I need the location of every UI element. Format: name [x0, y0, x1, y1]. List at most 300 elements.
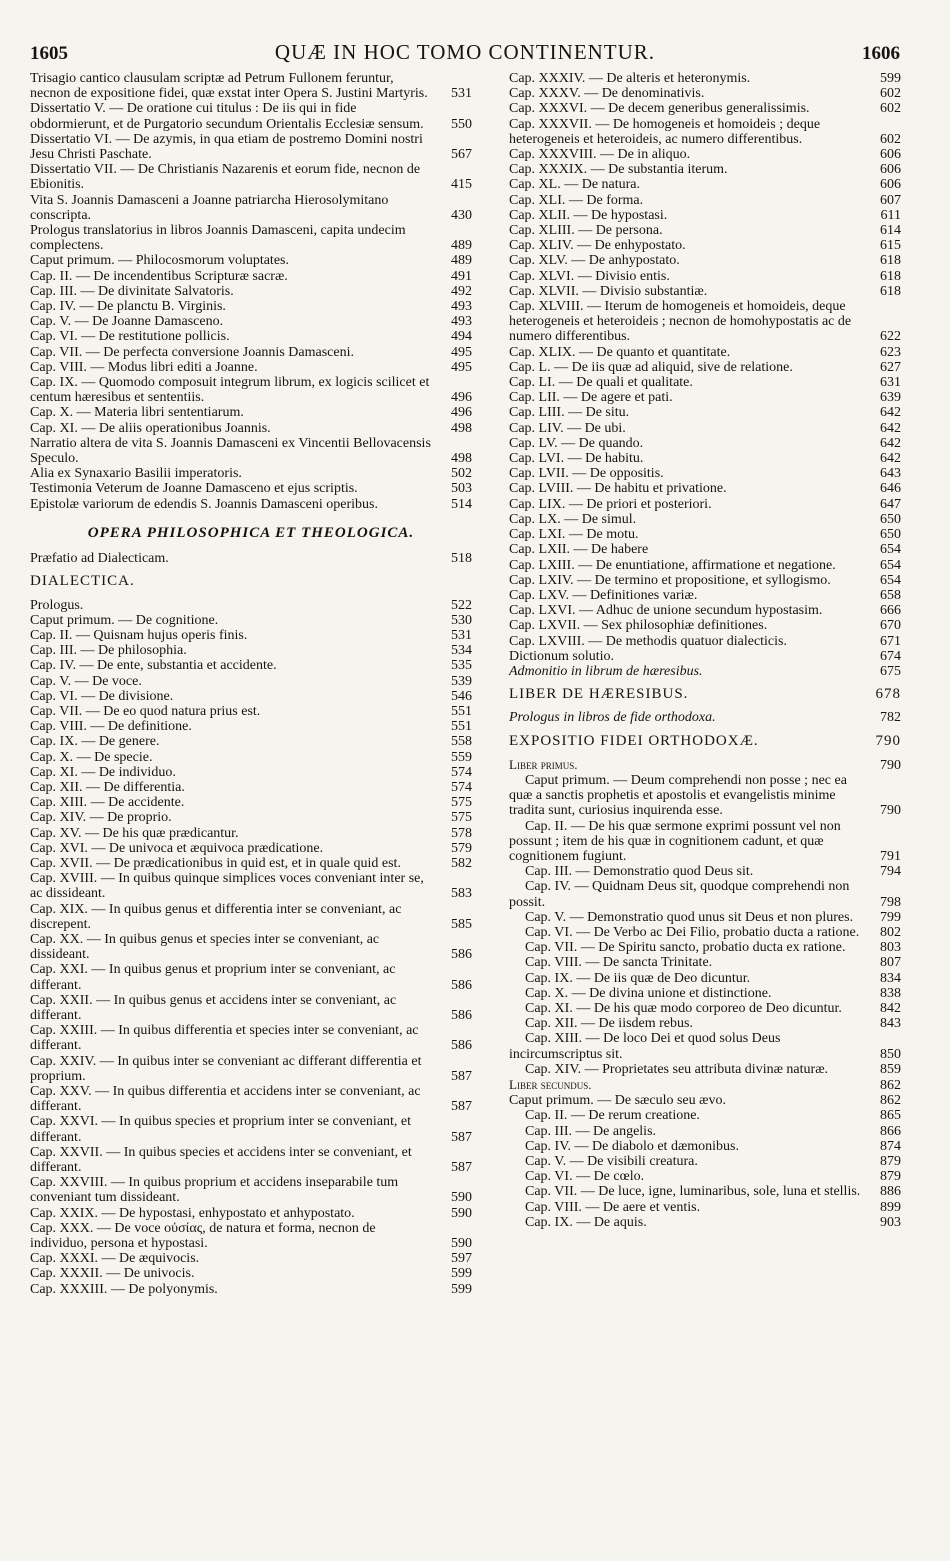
toc-entry-page: 599	[880, 71, 901, 86]
toc-entry	[30, 962, 472, 992]
toc-entry-page: 838	[880, 985, 901, 1001]
toc-entry-page: 874	[880, 1138, 901, 1154]
toc-entry-page: 587	[451, 1068, 472, 1084]
toc-entry-title: Cap. LVI. — De habitu.	[509, 451, 644, 467]
toc-entry	[509, 405, 901, 420]
toc-entry-title: Cap. XI. — De his quæ modo corporeo de Deo dicuntur.	[525, 1000, 842, 1016]
toc-entry-title: Cap. XLVII. — Divisio substantiæ.	[509, 283, 708, 299]
toc-entry-title: Cap. IX. — De aquis.	[525, 1214, 647, 1230]
toc-entry-title: Cap. III. — De divinitate Salvatoris.	[30, 283, 234, 299]
toc-entry-page: 807	[880, 955, 901, 971]
toc-entry-page: 535	[451, 658, 472, 674]
toc-entry-title: Cap. XXXVII. — De homogeneis et homoideis ; deque heterogeneis et heteroideis, ac numero differentibus.	[509, 116, 821, 147]
toc-entry-page: 495	[451, 344, 472, 360]
toc-entry-page: 850	[880, 1046, 901, 1062]
toc-entry-page: 790	[875, 732, 901, 749]
toc-entry-title: Cap. LXII. — De habere	[509, 542, 649, 558]
toc-entry-page: 639	[880, 390, 901, 406]
toc-entry-title: Cap. XLIII. — De persona.	[509, 223, 663, 239]
toc-entry-page: 622	[880, 329, 901, 345]
toc-entry	[509, 955, 901, 970]
toc-entry-title: Caput primum. — Philocosmorum voluptates.	[30, 253, 289, 269]
toc-entry-page: 602	[880, 86, 901, 102]
toc-entry-title: Cap. XXIX. — De hypostasi, enhypostato et anhypostato.	[30, 1205, 355, 1221]
toc-entry-title: Cap. LIV. — De ubi.	[509, 420, 626, 436]
toc-entry-title: Cap. LXVI. — Adhuc de unione secundum hypostasim.	[509, 603, 823, 619]
toc-entry-page: 559	[451, 749, 472, 765]
toc-entry-page: 606	[880, 162, 901, 178]
toc-entry	[509, 117, 901, 147]
toc-entry	[30, 689, 472, 704]
toc-entry	[509, 147, 901, 162]
toc-entry-title: Cap. X. — De divina unione et distinctione.	[525, 985, 772, 1001]
toc-entry	[30, 421, 472, 436]
toc-entry-page: 790	[880, 803, 901, 819]
toc-entry	[30, 526, 472, 541]
toc-entry-page: 587	[451, 1129, 472, 1145]
toc-entry	[509, 757, 901, 773]
running-title: QUÆ IN HOC TOMO CONTINENTUR.	[274, 40, 656, 64]
toc-entry	[30, 101, 472, 131]
toc-entry-title: Cap. XXXVI. — De decem generibus generalissimis.	[509, 101, 810, 117]
toc-entry-page: 574	[451, 764, 472, 780]
toc-entry	[509, 223, 901, 238]
toc-entry	[30, 299, 472, 314]
toc-entry-page: 834	[880, 970, 901, 986]
toc-entry-title: Cap. X. — Materia libri sententiarum.	[30, 405, 244, 421]
toc-entry-page: 558	[451, 734, 472, 750]
right-column	[509, 71, 901, 1230]
toc-entry-page: 586	[451, 947, 472, 963]
toc-entry	[509, 466, 901, 481]
toc-entry	[509, 649, 901, 664]
toc-entry	[30, 162, 472, 192]
toc-entry-title: Cap. XLVIII. — Iterum de homogeneis et homoideis, deque heterogeneis et heteroideis ; necnon de homohypostatis ac de numero differentibus.	[509, 299, 852, 345]
toc-entry-page: 587	[451, 1099, 472, 1115]
toc-entry	[30, 436, 472, 466]
toc-entry-page: 530	[451, 612, 472, 628]
toc-entry-title: LIBER DE HÆRESIBUS.	[509, 686, 689, 703]
toc-entry-page: 799	[880, 909, 901, 925]
toc-entry	[509, 1184, 901, 1199]
toc-entry-title: Cap. XII. — De differentia.	[30, 779, 185, 795]
toc-entry	[30, 841, 472, 856]
toc-entry	[509, 436, 901, 451]
toc-entry-title: Cap. V. — De visibili creatura.	[525, 1154, 698, 1170]
toc-entry	[30, 871, 472, 901]
toc-entry-page: 647	[880, 496, 901, 512]
toc-entry	[30, 497, 472, 512]
toc-entry-title: Cap. XVII. — De prædicationibus in quid est, et in quale quid est.	[30, 855, 401, 871]
toc-entry-page: 579	[451, 840, 472, 856]
toc-entry-page: 642	[880, 405, 901, 421]
toc-entry-page: 623	[880, 344, 901, 360]
toc-entry	[509, 734, 901, 749]
toc-entry-title: Cap. IX. — Quomodo composuit integrum librum, ex logicis scilicet et centum hæresibus et sententiis.	[30, 375, 430, 406]
toc-entry-title: Cap. LXV. — Definitiones variæ.	[509, 587, 698, 603]
toc-entry-page: 794	[880, 864, 901, 880]
toc-entry-page: 607	[880, 192, 901, 208]
toc-entry-title: Cap. LIII. — De situ.	[509, 405, 630, 421]
toc-entry-title: Cap. XXVIII. — In quibus proprium et accidens inseparabile tum conveniant tum dissideant.	[30, 1175, 399, 1206]
toc-entry	[30, 1221, 472, 1251]
toc-entry	[509, 390, 901, 405]
toc-entry	[509, 986, 901, 1001]
toc-entry	[509, 664, 901, 679]
toc-entry-title: Cap. II. — Quisnam hujus operis finis.	[30, 627, 248, 643]
toc-entry-title: Prologus.	[30, 597, 84, 613]
toc-entry	[509, 710, 901, 725]
toc-entry-title: EXPOSITIO FIDEI ORTHODOXÆ.	[509, 732, 759, 749]
toc-entry	[509, 177, 901, 192]
toc-entry	[30, 1054, 472, 1084]
toc-entry-page: 430	[451, 207, 472, 223]
toc-entry-page: 879	[880, 1154, 901, 1170]
toc-entry-page: 582	[451, 855, 472, 871]
toc-entry-page: 518	[451, 551, 472, 567]
toc-entry	[30, 1145, 472, 1175]
toc-entry	[509, 238, 901, 253]
toc-entry-title: Cap. XXXVIII. — De in aliquo.	[509, 147, 691, 163]
toc-entry-title: Cap. VIII. — De aere et ventis.	[525, 1199, 701, 1215]
toc-entry-page: 586	[451, 1007, 472, 1023]
toc-entry-title: Cap. XXX. — De voce οὐσίας, de natura et forma, necnon de individuo, persona et hypostasi.	[30, 1220, 376, 1252]
toc-entry	[509, 864, 901, 879]
toc-entry	[509, 558, 901, 573]
toc-entry-title: Cap. XVI. — De univoca et æquivoca prædicatione.	[30, 840, 324, 856]
toc-entry	[509, 375, 901, 390]
toc-entry-page: 675	[880, 663, 901, 679]
toc-entry-title: Dissertatio VI. — De azymis, in qua etiam de postremo Domini nostri Jesu Christi Paschate.	[30, 131, 423, 163]
toc-entry-page: 618	[880, 268, 901, 284]
toc-entry-title: Cap. VII. — De luce, igne, luminaribus, sole, luna et stellis.	[525, 1184, 861, 1200]
toc-entry	[30, 1266, 472, 1281]
toc-entry	[509, 284, 901, 299]
toc-entry-page: 531	[451, 86, 472, 102]
toc-entry-title: Cap. LXVII. — Sex philosophiæ definitiones.	[509, 618, 768, 634]
toc-entry	[509, 208, 901, 223]
toc-entry	[509, 1108, 901, 1123]
toc-entry	[30, 780, 472, 795]
toc-entry-page: 866	[880, 1123, 901, 1139]
toc-entry-title: Cap. V. — Demonstratio quod unus sit Deus et non plures.	[525, 909, 854, 925]
toc-entry-page: 522	[451, 597, 472, 613]
toc-entry	[30, 466, 472, 481]
toc-entry	[30, 1114, 472, 1144]
toc-entry	[509, 1215, 901, 1230]
toc-entry-page: 575	[451, 795, 472, 811]
toc-entry-title: Cap. VII. — De Spiritu sancto, probatio ducta ex ratione.	[525, 940, 846, 956]
toc-entry-title: Cap. IX. — De iis quæ de Deo dicuntur.	[525, 970, 751, 986]
toc-entry	[509, 940, 901, 955]
toc-entry-page: 587	[451, 1160, 472, 1176]
toc-entry-page: 782	[880, 710, 901, 726]
toc-entry-title: Cap. L. — De iis quæ ad aliquid, sive de relatione.	[509, 359, 793, 375]
toc-entry	[509, 101, 901, 116]
toc-entry	[509, 193, 901, 208]
toc-entry	[509, 162, 901, 177]
toc-entry-page: 899	[880, 1199, 901, 1215]
running-header	[30, 40, 900, 70]
toc-entry	[30, 643, 472, 658]
toc-entry	[509, 819, 901, 865]
toc-entry-page: 539	[451, 673, 472, 689]
toc-entry-page: 590	[451, 1190, 472, 1206]
toc-entry-title: Cap. XVIII. — In quibus quinque simplices voces conveniant inter se, ac dissideant.	[30, 871, 424, 902]
toc-entry-title: Cap. IV. — De ente, substantia et accidente.	[30, 658, 277, 674]
toc-entry-title: Cap. XLV. — De anhypostato.	[509, 253, 680, 269]
toc-entry	[509, 618, 901, 633]
toc-entry-page: 611	[880, 207, 901, 223]
toc-entry-title: Cap. V. — De Joanne Damasceno.	[30, 314, 224, 330]
toc-entry-page: 586	[451, 977, 472, 993]
toc-entry-page: 531	[451, 627, 472, 643]
toc-entry-page: 534	[451, 643, 472, 659]
toc-entry-title: Cap. LXIV. — De termino et propositione, et syllogismo.	[509, 572, 831, 588]
toc-entry-title: Cap. XLI. — De forma.	[509, 192, 644, 208]
toc-entry-page: 654	[880, 542, 901, 558]
toc-entry-page: 489	[451, 238, 472, 254]
toc-entry	[30, 734, 472, 749]
toc-entry	[30, 284, 472, 299]
toc-entry-page: 415	[451, 177, 472, 193]
toc-entry-title: Cap. LIX. — De priori et posteriori.	[509, 496, 712, 512]
toc-entry-title: Cap. XLIV. — De enhypostato.	[509, 238, 686, 254]
toc-entry-page: 498	[451, 420, 472, 436]
toc-entry-page: 803	[880, 940, 901, 956]
toc-entry-title: Cap. VI. — De restitutione pollicis.	[30, 329, 230, 345]
toc-entry-page: 590	[451, 1205, 472, 1221]
toc-entry-title: Testimonia Veterum de Joanne Damasceno et ejus scriptis.	[30, 481, 358, 497]
toc-entry-page: 642	[880, 435, 901, 451]
toc-entry-page: 790	[880, 757, 901, 773]
toc-entry-title: Cap. XLIX. — De quanto et quantitate.	[509, 344, 731, 360]
toc-entry-title: Dissertatio V. — De oratione cui titulus : De iis qui in fide obdormierunt, et de Purgatorio secundum Orientalis Ecclesiæ sensum.	[30, 101, 424, 132]
toc-entry-page: 491	[451, 268, 472, 284]
toc-entry	[509, 253, 901, 268]
toc-entry-title: Cap. V. — De voce.	[30, 673, 142, 689]
toc-entry-page: 597	[451, 1251, 472, 1267]
toc-entry	[509, 1016, 901, 1031]
toc-entry-page: 585	[451, 916, 472, 932]
toc-entry	[509, 269, 901, 284]
toc-entry-page: 496	[451, 405, 472, 421]
toc-entry	[30, 345, 472, 360]
toc-entry	[30, 704, 472, 719]
toc-entry-title: Cap. IX. — De genere.	[30, 734, 160, 750]
toc-entry-page: 550	[451, 116, 472, 132]
toc-entry-title: Cap. VI. — De cœlo.	[525, 1169, 645, 1185]
toc-entry-title: Cap. XV. — De his quæ prædicantur.	[30, 825, 239, 841]
toc-entry	[30, 719, 472, 734]
toc-entry-page: 658	[880, 587, 901, 603]
toc-entry-page: 618	[880, 253, 901, 269]
toc-entry-page: 791	[880, 848, 901, 864]
toc-entry-page: 631	[880, 375, 901, 391]
toc-entry-page: 614	[880, 223, 901, 239]
toc-entry	[509, 925, 901, 940]
toc-entry-page: 862	[880, 1093, 901, 1109]
toc-entry-page: 865	[880, 1108, 901, 1124]
toc-entry-page: 615	[880, 238, 901, 254]
toc-entry-title: Cap. VII. — De perfecta conversione Joannis Damasceni.	[30, 344, 354, 360]
toc-entry-title: Cap. LX. — De simul.	[509, 511, 637, 527]
toc-entry-page: 574	[451, 779, 472, 795]
toc-entry-page: 546	[451, 688, 472, 704]
toc-entry	[30, 1282, 472, 1297]
toc-entry	[30, 71, 472, 101]
toc-entry	[509, 1031, 901, 1061]
toc-entry-page: 606	[880, 177, 901, 193]
toc-entry-page: 583	[451, 886, 472, 902]
toc-entry	[30, 1206, 472, 1221]
toc-entry-page: 494	[451, 329, 472, 345]
toc-entry	[30, 1084, 472, 1114]
toc-entry-page: 586	[451, 1038, 472, 1054]
toc-entry-title: Cap. IV. — De planctu B. Virginis.	[30, 299, 226, 315]
toc-entry	[30, 795, 472, 810]
toc-entry	[509, 1169, 901, 1184]
toc-entry-title: Cap. XIII. — De loco Dei et quod solus Deus incircumscriptus sit.	[509, 1031, 781, 1062]
toc-entry-title: Vita S. Joannis Damasceni a Joanne patriarcha Hierosolymitano conscripta.	[30, 192, 389, 223]
toc-entry-title: Admonitio in librum de hæresibus.	[509, 663, 703, 679]
toc-entry	[509, 1154, 901, 1169]
toc-entry	[509, 360, 901, 375]
toc-entry	[509, 542, 901, 557]
toc-entry-page: 842	[880, 1000, 901, 1016]
toc-entry-title: Cap. LXVIII. — De methodis quatuor dialecticis.	[509, 633, 787, 649]
toc-entry-title: Trisagio cantico clausulam scriptæ ad Petrum Fullonem feruntur, necnon de expositione fidei, quæ exstat inter Opera S. Justini Martyris.	[30, 71, 428, 102]
toc-entry	[30, 574, 472, 589]
toc-entry-title: Cap. LVII. — De oppositis.	[509, 466, 664, 482]
toc-entry-title: Cap. III. — Demonstratio quod Deus sit.	[525, 864, 754, 880]
toc-entry-page: 654	[880, 572, 901, 588]
toc-entry-title: Cap. XXVII. — In quibus species et accidens inter se conveniant, et differant.	[30, 1144, 412, 1176]
toc-entry-title: Cap. XXXII. — De univocis.	[30, 1266, 195, 1282]
toc-entry	[509, 573, 901, 588]
toc-entry-title: Cap. XXXIV. — De alteris et heteronymis.	[509, 71, 751, 86]
toc-entry	[509, 421, 901, 436]
toc-entry	[30, 481, 472, 496]
toc-entry-title: Narratio altera de vita S. Joannis Damasceni ex Vincentii Bellovacensis Speculo.	[30, 435, 431, 467]
toc-entry-title: Cap. XI. — De individuo.	[30, 764, 176, 780]
toc-entry-page: 802	[880, 924, 901, 940]
toc-entry-title: Liber primus.	[509, 756, 578, 772]
toc-entry-title: Cap. XI. — De aliis operationibus Joannis.	[30, 420, 271, 436]
toc-entry	[509, 588, 901, 603]
toc-entry-page: 503	[451, 481, 472, 497]
toc-entry	[30, 193, 472, 223]
toc-entry-page: 496	[451, 390, 472, 406]
toc-entry-page: 602	[880, 131, 901, 147]
toc-entry-page: 886	[880, 1184, 901, 1200]
toc-entry	[509, 1093, 901, 1108]
toc-entry	[509, 497, 901, 512]
toc-entry-page: 618	[880, 283, 901, 299]
toc-entry-page: 602	[880, 101, 901, 117]
toc-entry-title: Præfatio ad Dialecticam.	[30, 551, 169, 567]
toc-entry	[30, 375, 472, 405]
toc-entry-title: Liber secundus.	[509, 1077, 592, 1092]
toc-entry-title: Cap. XXXV. — De denominativis.	[509, 86, 705, 102]
toc-entry-page: 678	[875, 686, 901, 703]
toc-entry	[509, 910, 901, 925]
toc-entry	[30, 253, 472, 268]
toc-entry-title: Cap. LVIII. — De habitu et privatione.	[509, 481, 727, 497]
toc-entry-title: Cap. XXII. — In quibus genus et accidens inter se conveniant, ac differant.	[30, 992, 397, 1023]
toc-entry	[30, 674, 472, 689]
toc-entry-title: Cap. XLII. — De hypostasi.	[509, 207, 668, 223]
toc-entry	[30, 932, 472, 962]
toc-entry	[509, 603, 901, 618]
toc-entry	[30, 269, 472, 284]
toc-entry	[509, 86, 901, 101]
toc-entry-page: 843	[880, 1016, 901, 1032]
toc-entry	[509, 1124, 901, 1139]
toc-entry	[30, 750, 472, 765]
toc-entry-page: 492	[451, 283, 472, 299]
toc-entry-page: 489	[451, 253, 472, 269]
toc-entry-page: 575	[451, 810, 472, 826]
toc-entry-title: Cap. II. — De rerum creatione.	[525, 1108, 700, 1124]
toc-entry-title: Cap. VII. — De eo quod natura prius est.	[30, 703, 261, 719]
toc-entry	[509, 1077, 901, 1093]
toc-entry-page: 859	[880, 1061, 901, 1077]
toc-entry-title: Cap. XII. — De iisdem rebus.	[525, 1016, 693, 1032]
toc-entry-page: 551	[451, 703, 472, 719]
toc-entry-title: Dissertatio VII. — De Christianis Nazarenis et eorum fide, necnon de Ebionitis.	[30, 162, 421, 193]
toc-entry	[509, 879, 901, 909]
toc-entry-title: Cap. II. — De incendentibus Scripturæ sacræ.	[30, 268, 288, 284]
toc-entry	[509, 71, 901, 86]
toc-entry-page: 578	[451, 825, 472, 841]
toc-entry-page: 642	[880, 451, 901, 467]
toc-entry-title: Dictionum solutio.	[509, 648, 614, 664]
toc-entry	[509, 1139, 901, 1154]
toc-entry	[509, 451, 901, 466]
toc-entry-page: 879	[880, 1169, 901, 1185]
toc-entry	[30, 223, 472, 253]
toc-entry-title: Cap. VI. — De Verbo ac Dei Filio, probatio ducta a ratione.	[525, 924, 860, 940]
toc-entry	[30, 856, 472, 871]
toc-entry	[30, 1023, 472, 1053]
toc-entry-title: Cap. III. — De angelis.	[525, 1123, 657, 1139]
toc-entry-title: Cap. LI. — De quali et qualitate.	[509, 375, 693, 391]
toc-entry-page: 606	[880, 147, 901, 163]
toc-entry-title: Cap. XXIII. — In quibus differentia et species inter se conveniant, ac differant.	[30, 1023, 419, 1054]
toc-entry-page: 671	[880, 633, 901, 649]
toc-entry	[30, 902, 472, 932]
toc-entry-title: Cap. XIII. — De accidente.	[30, 795, 185, 811]
toc-entry-title: Caput primum. — De cognitione.	[30, 612, 219, 628]
toc-entry-title: Caput primum. — De sæculo seu ævo.	[509, 1093, 726, 1109]
toc-entry-page: 590	[451, 1236, 472, 1252]
toc-entry-page: 502	[451, 466, 472, 482]
toc-entry-title: Cap. LV. — De quando.	[509, 435, 644, 451]
toc-entry-page: 551	[451, 719, 472, 735]
toc-entry	[509, 527, 901, 542]
toc-entry-page: 646	[880, 481, 901, 497]
column-number-left: 1605	[30, 43, 68, 64]
toc-entry	[30, 613, 472, 628]
toc-entry-title: Cap. IV. — Quidnam Deus sit, quodque comprehendi non possit.	[509, 879, 850, 910]
toc-entry-title: Cap. X. — De specie.	[30, 749, 153, 765]
toc-entry	[30, 1175, 472, 1205]
toc-entry	[30, 551, 472, 566]
toc-entry-title: Cap. XX. — In quibus genus et species inter se conveniant, ac dissideant.	[30, 931, 380, 963]
toc-entry	[30, 598, 472, 613]
toc-entry-page: 674	[880, 648, 901, 664]
